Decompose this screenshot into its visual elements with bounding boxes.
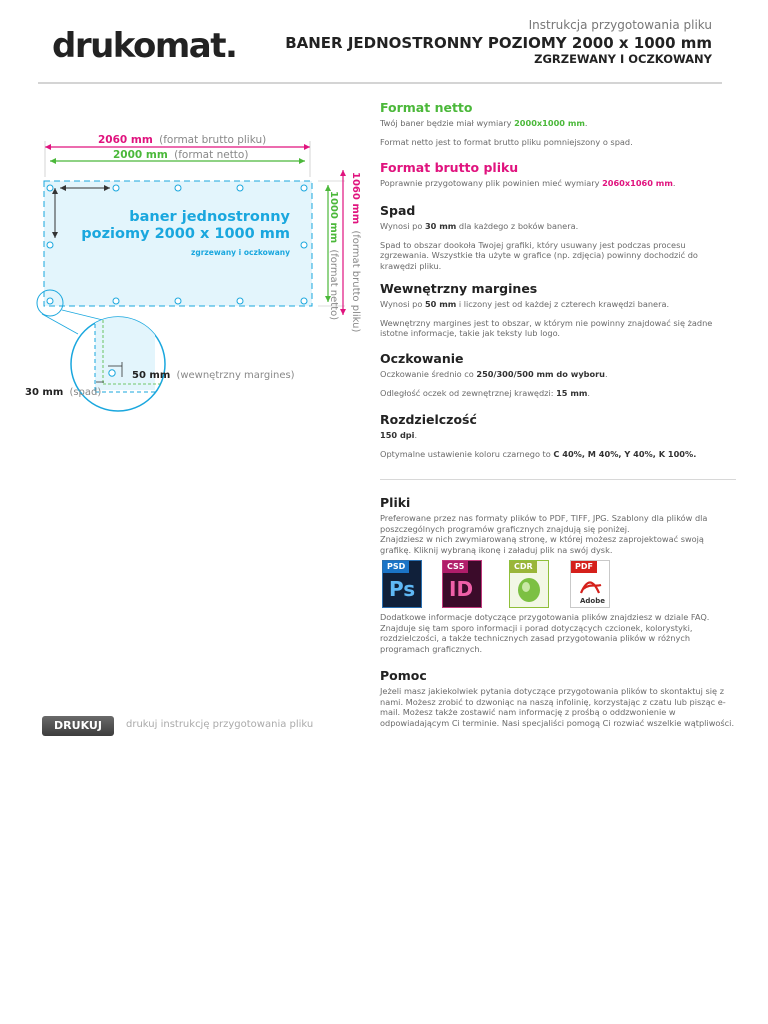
banner-text-line2: poziomy 2000 x 1000 mm (81, 226, 290, 242)
section-pliki: Pliki Preferowane przez nas formaty plików to PDF, TIFF, JPG. Szablony dla plików dla poszczególnych programów graficznych znajdują się poniżej. Znajdziesz w nich zwymiarowaną stronę, w której możesz zaprojektować swoją grafikę. Kliknij wybraną ikonę i załaduj plik na swój dysk. (380, 495, 736, 555)
header-subtitle: Instrukcja przygotowania pliku (528, 18, 712, 32)
header-divider (38, 82, 722, 84)
section-title: Wewnętrzny margines (380, 281, 538, 296)
cdr-template-icon[interactable]: CDR (509, 560, 549, 608)
section-oczkowanie: Oczkowanie Oczkowanie średnio co 250/300/500 mm do wyboru. Odległość oczek od zewnętrznej krawędzi: 15 mm. (380, 351, 736, 398)
brutto-width-label: 2060 mm (format brutto pliku) (98, 134, 267, 146)
banner-text-line3: zgrzewany i oczkowany (190, 248, 290, 257)
banner-dimension-diagram (0, 120, 370, 420)
section-title: Pliki (380, 495, 411, 510)
section-rozdzielczosc: Rozdzielczość 150 dpi. Optymalne ustawienie koloru czarnego to C 40%, M 40%, Y 40%, K 100%. (380, 412, 736, 459)
page-title-secondary: ZGRZEWANY I OCZKOWANY (534, 52, 712, 66)
corel-balloon-icon (510, 561, 548, 607)
indesign-template-icon[interactable]: CS5 ID (442, 560, 482, 608)
section-divider (380, 479, 736, 480)
banner-text-line1: baner jednostronny (129, 209, 290, 225)
section-title: Rozdzielczość (380, 412, 477, 427)
brutto-height-label: 1060 mm (format brutto pliku) (350, 172, 361, 333)
section-title: Format brutto pliku (380, 160, 519, 175)
psd-template-icon[interactable]: PSD Ps (382, 560, 422, 608)
section-pliki-more: Dodatkowe informacje dotyczące przygotowania plików znajdziesz w dziale FAQ. Znajduje się tam sporo informacji i porad dotyczących czcionek, kolorystyki, rozdzielczości, a także technicznych zasad przygotowania plików w różnych programach graficznych. (380, 612, 710, 654)
bleed-label: 30 mm (spad) (25, 387, 102, 398)
drukomat-logo[interactable]: drukomat. (52, 26, 237, 66)
netto-height-label: 1000 mm (format netto) (328, 191, 339, 321)
section-title: Format netto (380, 100, 473, 115)
pdf-template-icon[interactable]: PDF Adobe (570, 560, 610, 608)
section-brutto: Format brutto pliku Poprawnie przygotowany plik powinien mieć wymiary 2060x1060 mm. (380, 160, 736, 189)
section-title: Pomoc (380, 668, 427, 683)
section-netto: Format netto Twój baner będzie miał wymiary 2000x1000 mm. Format netto jest to format brutto pliku pomniejszony o spad. (380, 100, 736, 147)
section-pomoc: Pomoc Jeżeli masz jakiekolwiek pytania dotyczące przygotowania plików to skontaktuj się z nami. Możesz zrobić to dzwoniąc na naszą infolinię, korzystając z czatu lub pisząc e-mail. Możesz także zostawić nam informację z prośbą o oddzwonienie w odpowiadającym Ci terminie. Nasi specjaliści pomogą Ci rozwiać wszelkie wątpliwości. (380, 668, 735, 728)
template-icons (382, 560, 622, 610)
page-title: BANER JEDNOSTRONNY POZIOMY 2000 x 1000 mm (285, 34, 712, 52)
print-note-link[interactable]: drukuj instrukcję przygotowania pliku (126, 719, 314, 730)
netto-width-label: 2000 mm (format netto) (113, 149, 249, 161)
section-margines: Wewnętrzny margines Wynosi po 50 mm i liczony jest od każdej z czterech krawędzi banera. Wewnętrzny margines jest to obszar, w którym nie powinny znajdować się żadne istotne informacje, takie jak teksty lub logo. (380, 281, 736, 339)
section-spad: Spad Wynosi po 30 mm dla każdego z boków banera. Spad to obszar dookoła Twojej grafiki, który usuwany jest podczas procesu zgrzewania. Wszystkie tła użyte w grafice (np. zdjęcia) powinny dochodzić do krawędzi pliku. (380, 203, 736, 271)
margin-label: 50 mm (wewnętrzny margines) (132, 370, 295, 381)
section-title: Spad (380, 203, 416, 218)
banner-area (44, 181, 312, 306)
section-title: Oczkowanie (380, 351, 464, 366)
print-button[interactable]: DRUKUJ (42, 716, 114, 736)
